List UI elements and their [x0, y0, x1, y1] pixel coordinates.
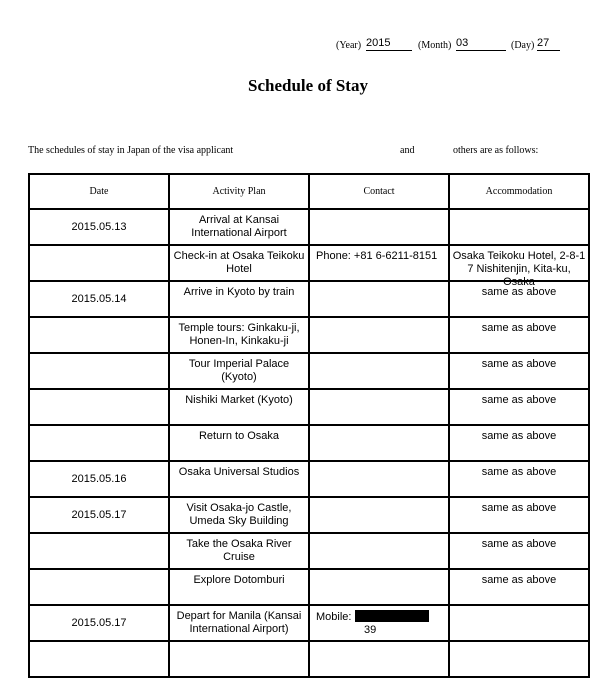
table-row	[29, 605, 589, 641]
row-activity: Tour Imperial Palace (Kyoto)	[188, 358, 290, 383]
row-accommodation: same as above	[481, 430, 557, 442]
header-accommodation: Accommodation	[449, 174, 589, 209]
month-value: 03	[456, 37, 469, 49]
day-value: 27	[537, 37, 550, 49]
table-row	[29, 317, 589, 353]
row-accommodation: same as above	[481, 466, 557, 478]
row-contact	[310, 642, 448, 646]
row-date	[30, 642, 168, 653]
row-contact	[310, 570, 448, 574]
day-underline	[537, 50, 560, 51]
year-underline	[366, 50, 412, 51]
table-row	[29, 425, 589, 461]
row-contact	[310, 318, 448, 322]
table-row	[29, 281, 589, 317]
row-activity: Temple tours: Ginkaku-ji, Honen-In, Kinkaku-ji	[178, 322, 300, 347]
mobile-label: Mobile:	[316, 611, 352, 623]
row-date	[30, 354, 168, 365]
header-date: Date	[29, 174, 169, 209]
row-date	[30, 390, 168, 401]
row-contact	[310, 282, 448, 286]
row-date	[30, 534, 168, 545]
table-header-row	[29, 174, 589, 209]
row-accommodation	[450, 210, 588, 244]
row-accommodation: same as above	[481, 574, 557, 586]
row-activity: Arrive in Kyoto by train	[183, 286, 295, 298]
row-accommodation: same as above	[481, 394, 557, 406]
row-activity: Return to Osaka	[198, 430, 280, 442]
table-row	[29, 533, 589, 569]
row-contact	[310, 498, 448, 502]
row-date: 2015.05.14	[71, 293, 127, 305]
row-date	[30, 570, 168, 581]
row-contact	[310, 390, 448, 394]
row-accommodation	[450, 606, 588, 640]
table-row	[29, 245, 589, 281]
row-accommodation: same as above	[481, 358, 557, 370]
table-row	[29, 569, 589, 605]
row-activity: Check-in at Osaka Teikoku Hotel	[173, 250, 305, 275]
header-contact: Contact	[309, 174, 449, 209]
header-activity: Activity Plan	[169, 174, 309, 209]
day-label: (Day)	[511, 40, 535, 51]
row-date	[30, 318, 168, 329]
row-accommodation	[450, 642, 588, 676]
schedule-table	[28, 173, 590, 678]
row-activity: Take the Osaka River Cruise	[186, 538, 292, 563]
row-date: 2015.05.13	[71, 221, 127, 233]
row-contact	[310, 426, 448, 430]
row-date	[30, 426, 168, 437]
intro-text: The schedules of stay in Japan of the visa applicant	[28, 145, 234, 156]
row-activity: Arrival at Kansai International Airport	[191, 214, 287, 239]
intro-suffix: others are as follows:	[453, 145, 539, 156]
row-accommodation: same as above	[481, 538, 557, 550]
row-activity: Visit Osaka-jo Castle, Umeda Sky Building	[186, 502, 292, 527]
document-title: Schedule of Stay	[248, 76, 368, 95]
row-date: 2015.05.16	[71, 473, 127, 485]
row-contact	[310, 210, 448, 214]
table-row	[29, 353, 589, 389]
month-label: (Month)	[418, 40, 452, 51]
row-contact	[310, 534, 448, 538]
year-label: (Year)	[336, 40, 362, 51]
row-activity: Osaka Universal Studios	[178, 466, 300, 478]
row-activity: Explore Dotomburi	[193, 574, 285, 586]
row-date	[30, 246, 168, 257]
row-date: 2015.05.17	[71, 617, 127, 629]
document-date	[336, 37, 560, 53]
intro-and: and	[400, 145, 415, 156]
table-row	[29, 461, 589, 497]
table-row	[29, 641, 589, 677]
row-accommodation: Osaka Teikoku Hotel, 2-8-1 7 Nishitenjin, Kita-ku, Osaka	[452, 250, 586, 288]
redacted-mobile-number: 09 917 528 71	[356, 610, 427, 622]
row-contact	[310, 462, 448, 466]
row-contact	[310, 606, 448, 637]
table-row	[29, 209, 589, 245]
row-contact: Phone: +81 6-6211-8151	[316, 250, 438, 262]
row-accommodation: same as above	[481, 502, 557, 514]
row-accommodation: same as above	[481, 322, 557, 334]
month-underline	[456, 50, 506, 51]
mobile-number-tail: 39	[364, 624, 377, 636]
year-value: 2015	[366, 37, 391, 49]
row-activity: Nishiki Market (Kyoto)	[185, 394, 293, 406]
row-date: 2015.05.17	[71, 509, 127, 521]
row-activity	[170, 642, 308, 646]
row-accommodation: same as above	[481, 286, 557, 298]
row-contact	[310, 354, 448, 358]
table-row	[29, 497, 589, 533]
table-row	[29, 389, 589, 425]
row-activity: Depart for Manila (Kansai International Airport)	[176, 610, 302, 635]
